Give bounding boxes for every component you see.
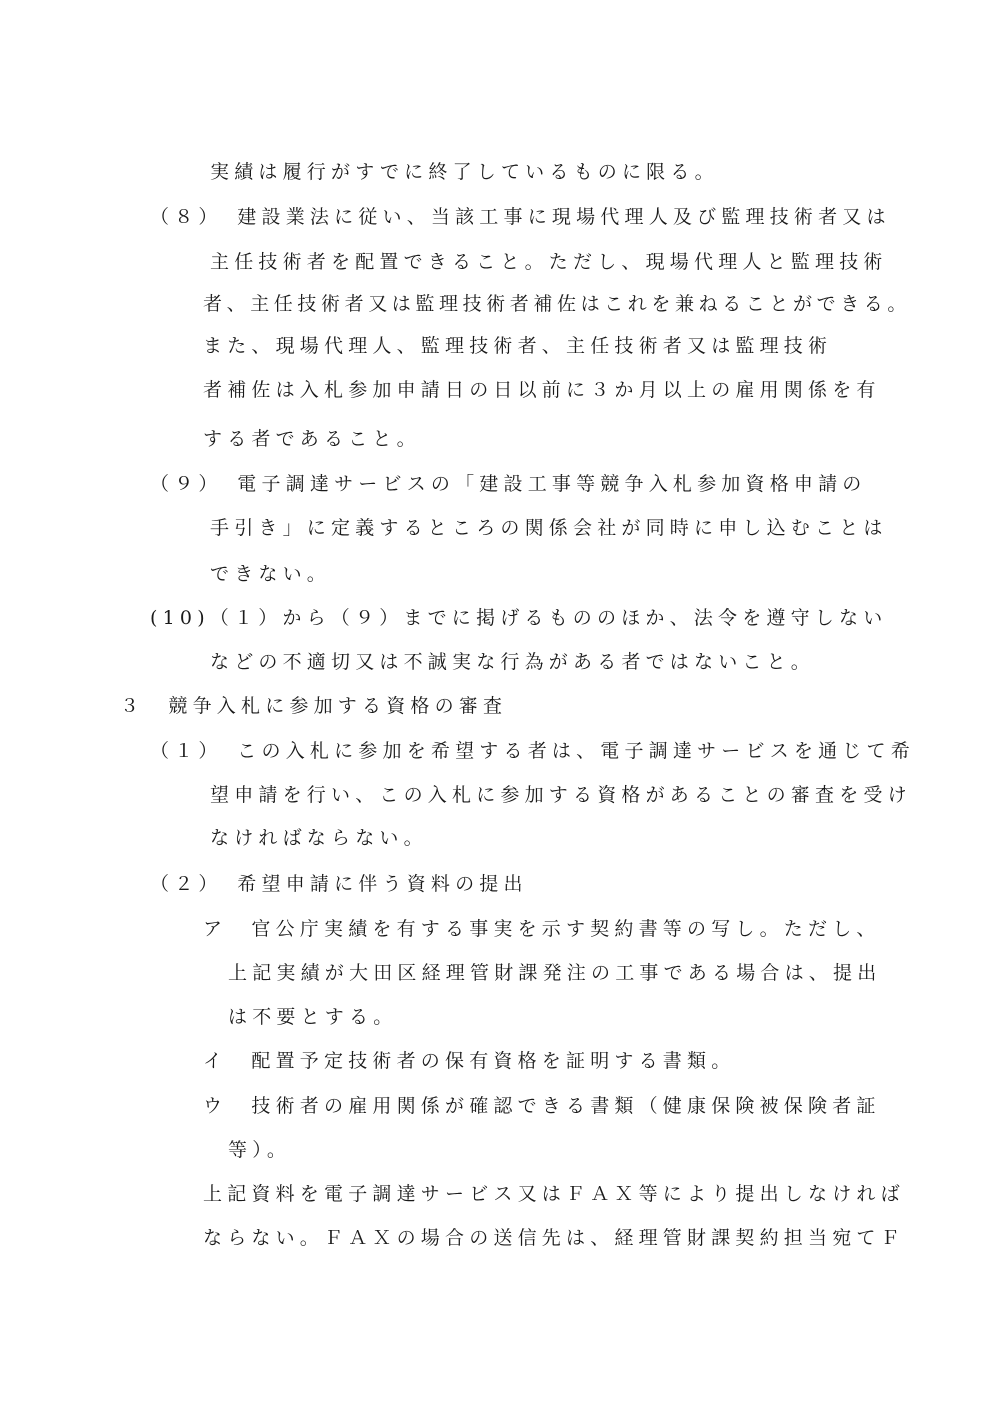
- text-line: なければならない。: [210, 827, 428, 849]
- text-line: 者補佐は入札参加申請日の日以前に３か月以上の雇用関係を有: [203, 379, 881, 401]
- text-line: 主任技術者を配置できること。ただし、現場代理人と監理技術: [210, 251, 888, 273]
- section-heading: ３ 競争入札に参加する資格の審査: [120, 695, 508, 717]
- text-line: 手引き」に定義するところの関係会社が同時に申し込むことは: [210, 517, 888, 539]
- text-line: 等）。: [228, 1139, 292, 1161]
- text-line: 者、主任技術者又は監理技術者補佐はこれを兼ねることができる。: [203, 293, 912, 315]
- text-line: 実績は履行がすでに終了しているものに限る。: [210, 161, 719, 183]
- text-line: ア 官公庁実績を有する事実を示す契約書等の写し。ただし、: [203, 918, 881, 940]
- text-line: は不要とする。: [228, 1006, 398, 1028]
- text-line: 望申請を行い、この入札に参加する資格があることの審査を受け: [210, 784, 912, 806]
- text-line: などの不適切又は不誠実な行為がある者ではないこと。: [210, 651, 816, 673]
- text-line: (10)（１）から（９）までに掲げるもののほか、法令を遵守しない: [150, 607, 888, 629]
- text-line: イ 配置予定技術者の保有資格を証明する書類。: [203, 1050, 736, 1072]
- text-line: する者であること。: [203, 428, 421, 450]
- text-line: （２） 希望申請に伴う資料の提出: [150, 873, 528, 895]
- text-line: 上記資料を電子調達サービス又はＦＡＸ等により提出しなければ: [203, 1183, 905, 1205]
- text-line: 上記実績が大田区経理管財課発注の工事である場合は、提出: [228, 962, 882, 984]
- text-line: ウ 技術者の雇用関係が確認できる書類（健康保険被保険者証: [203, 1095, 881, 1117]
- text-line: （８） 建設業法に従い、当該工事に現場代理人及び監理技術者又は: [150, 206, 891, 228]
- text-line: できない。: [210, 563, 332, 585]
- text-line: また、現場代理人、監理技術者、主任技術者又は監理技術: [203, 335, 833, 357]
- text-line: （９） 電子調達サービスの「建設工事等競争入札参加資格申請の: [150, 473, 867, 495]
- text-line: （１） この入札に参加を希望する者は、電子調達サービスを通じて希: [150, 740, 915, 762]
- text-line: ならない。ＦＡＸの場合の送信先は、経理管財課契約担当宛てＦ: [203, 1227, 905, 1249]
